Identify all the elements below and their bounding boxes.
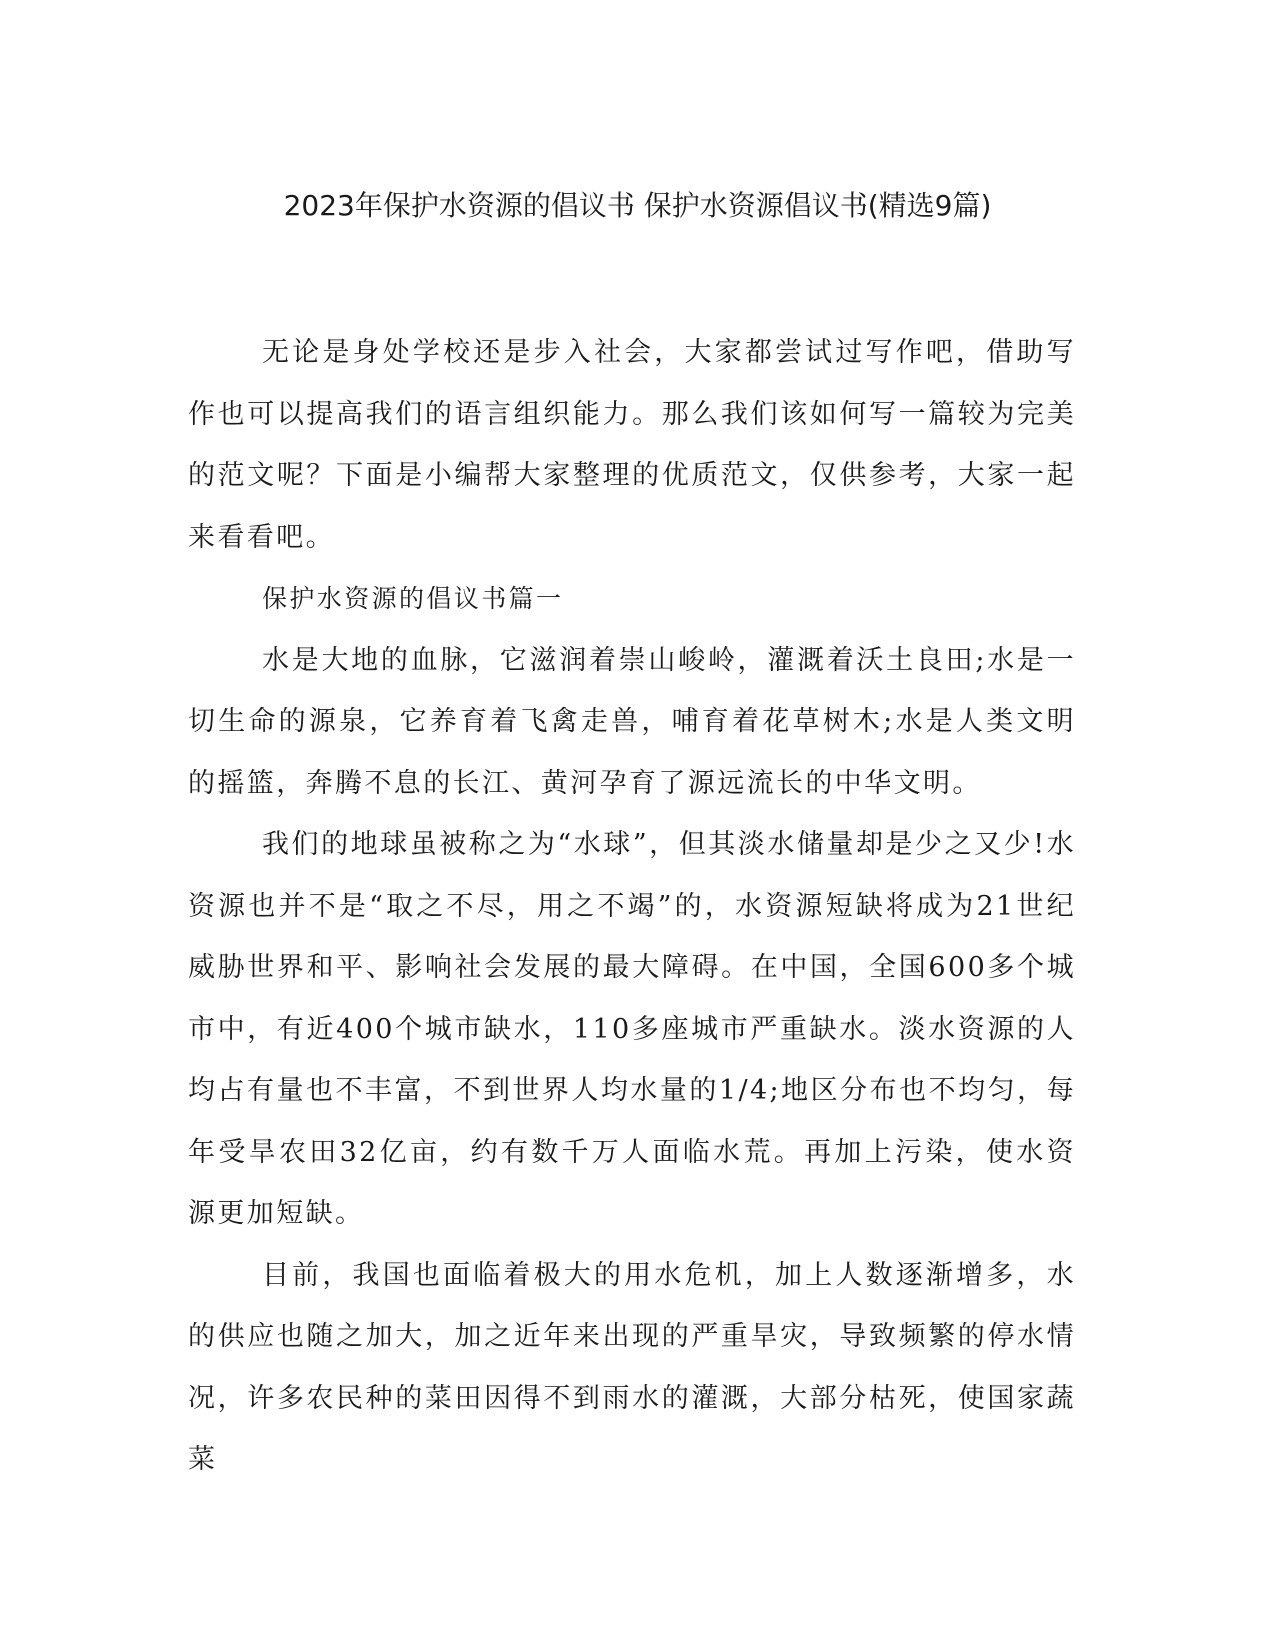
section-heading: 保护水资源的倡议书篇一 [262,584,564,613]
document-title: 2023年保护水资源的倡议书 保护水资源倡议书(精选9篇) [283,189,992,222]
body-paragraph: 我们的地球虽被称之为“水球”，但其淡水储量却是少之又少!水资源也并不是“取之不尽，用之不竭”的，水资源短缺将成为21世纪威胁世界和平、影响社会发展的最大障碍。在中国，全国600多个城市中，有近400个城市缺水，110多座城市严重缺水。淡水资源的人均占有量也不丰富，不到世界人均水量的1/4;地区分布也不均匀，每年受旱农田32亿亩，约有数千万人面临水荒。再加上污染，使水资源更加短缺。 [188,829,1076,1229]
document-body [188,322,1076,1491]
intro-paragraph: 无论是身处学校还是步入社会，大家都尝试过写作吧，借助写作也可以提高我们的语言组织能力。那么我们该如何写一篇较为完美的范文呢？下面是小编帮大家整理的优质范文，仅供参考，大家一起来看看吧。 [188,337,1076,553]
body-paragraph: 水是大地的血脉，它滋润着崇山峻岭，灌溉着沃土良田;水是一切生命的源泉，它养育着飞禽走兽，哺育着花草树木;水是人类文明的摇篮，奔腾不息的长江、黄河孕育了源远流长的中华文明。 [188,644,1076,799]
body-paragraph: 目前，我国也面临着极大的用水危机，加上人数逐渐增多，水的供应也随之加大，加之近年来出现的严重旱灾，导致频繁的停水情况，许多农民种的菜田因得不到雨水的灌溉，大部分枯死，使国家蔬菜 [188,1259,1076,1475]
